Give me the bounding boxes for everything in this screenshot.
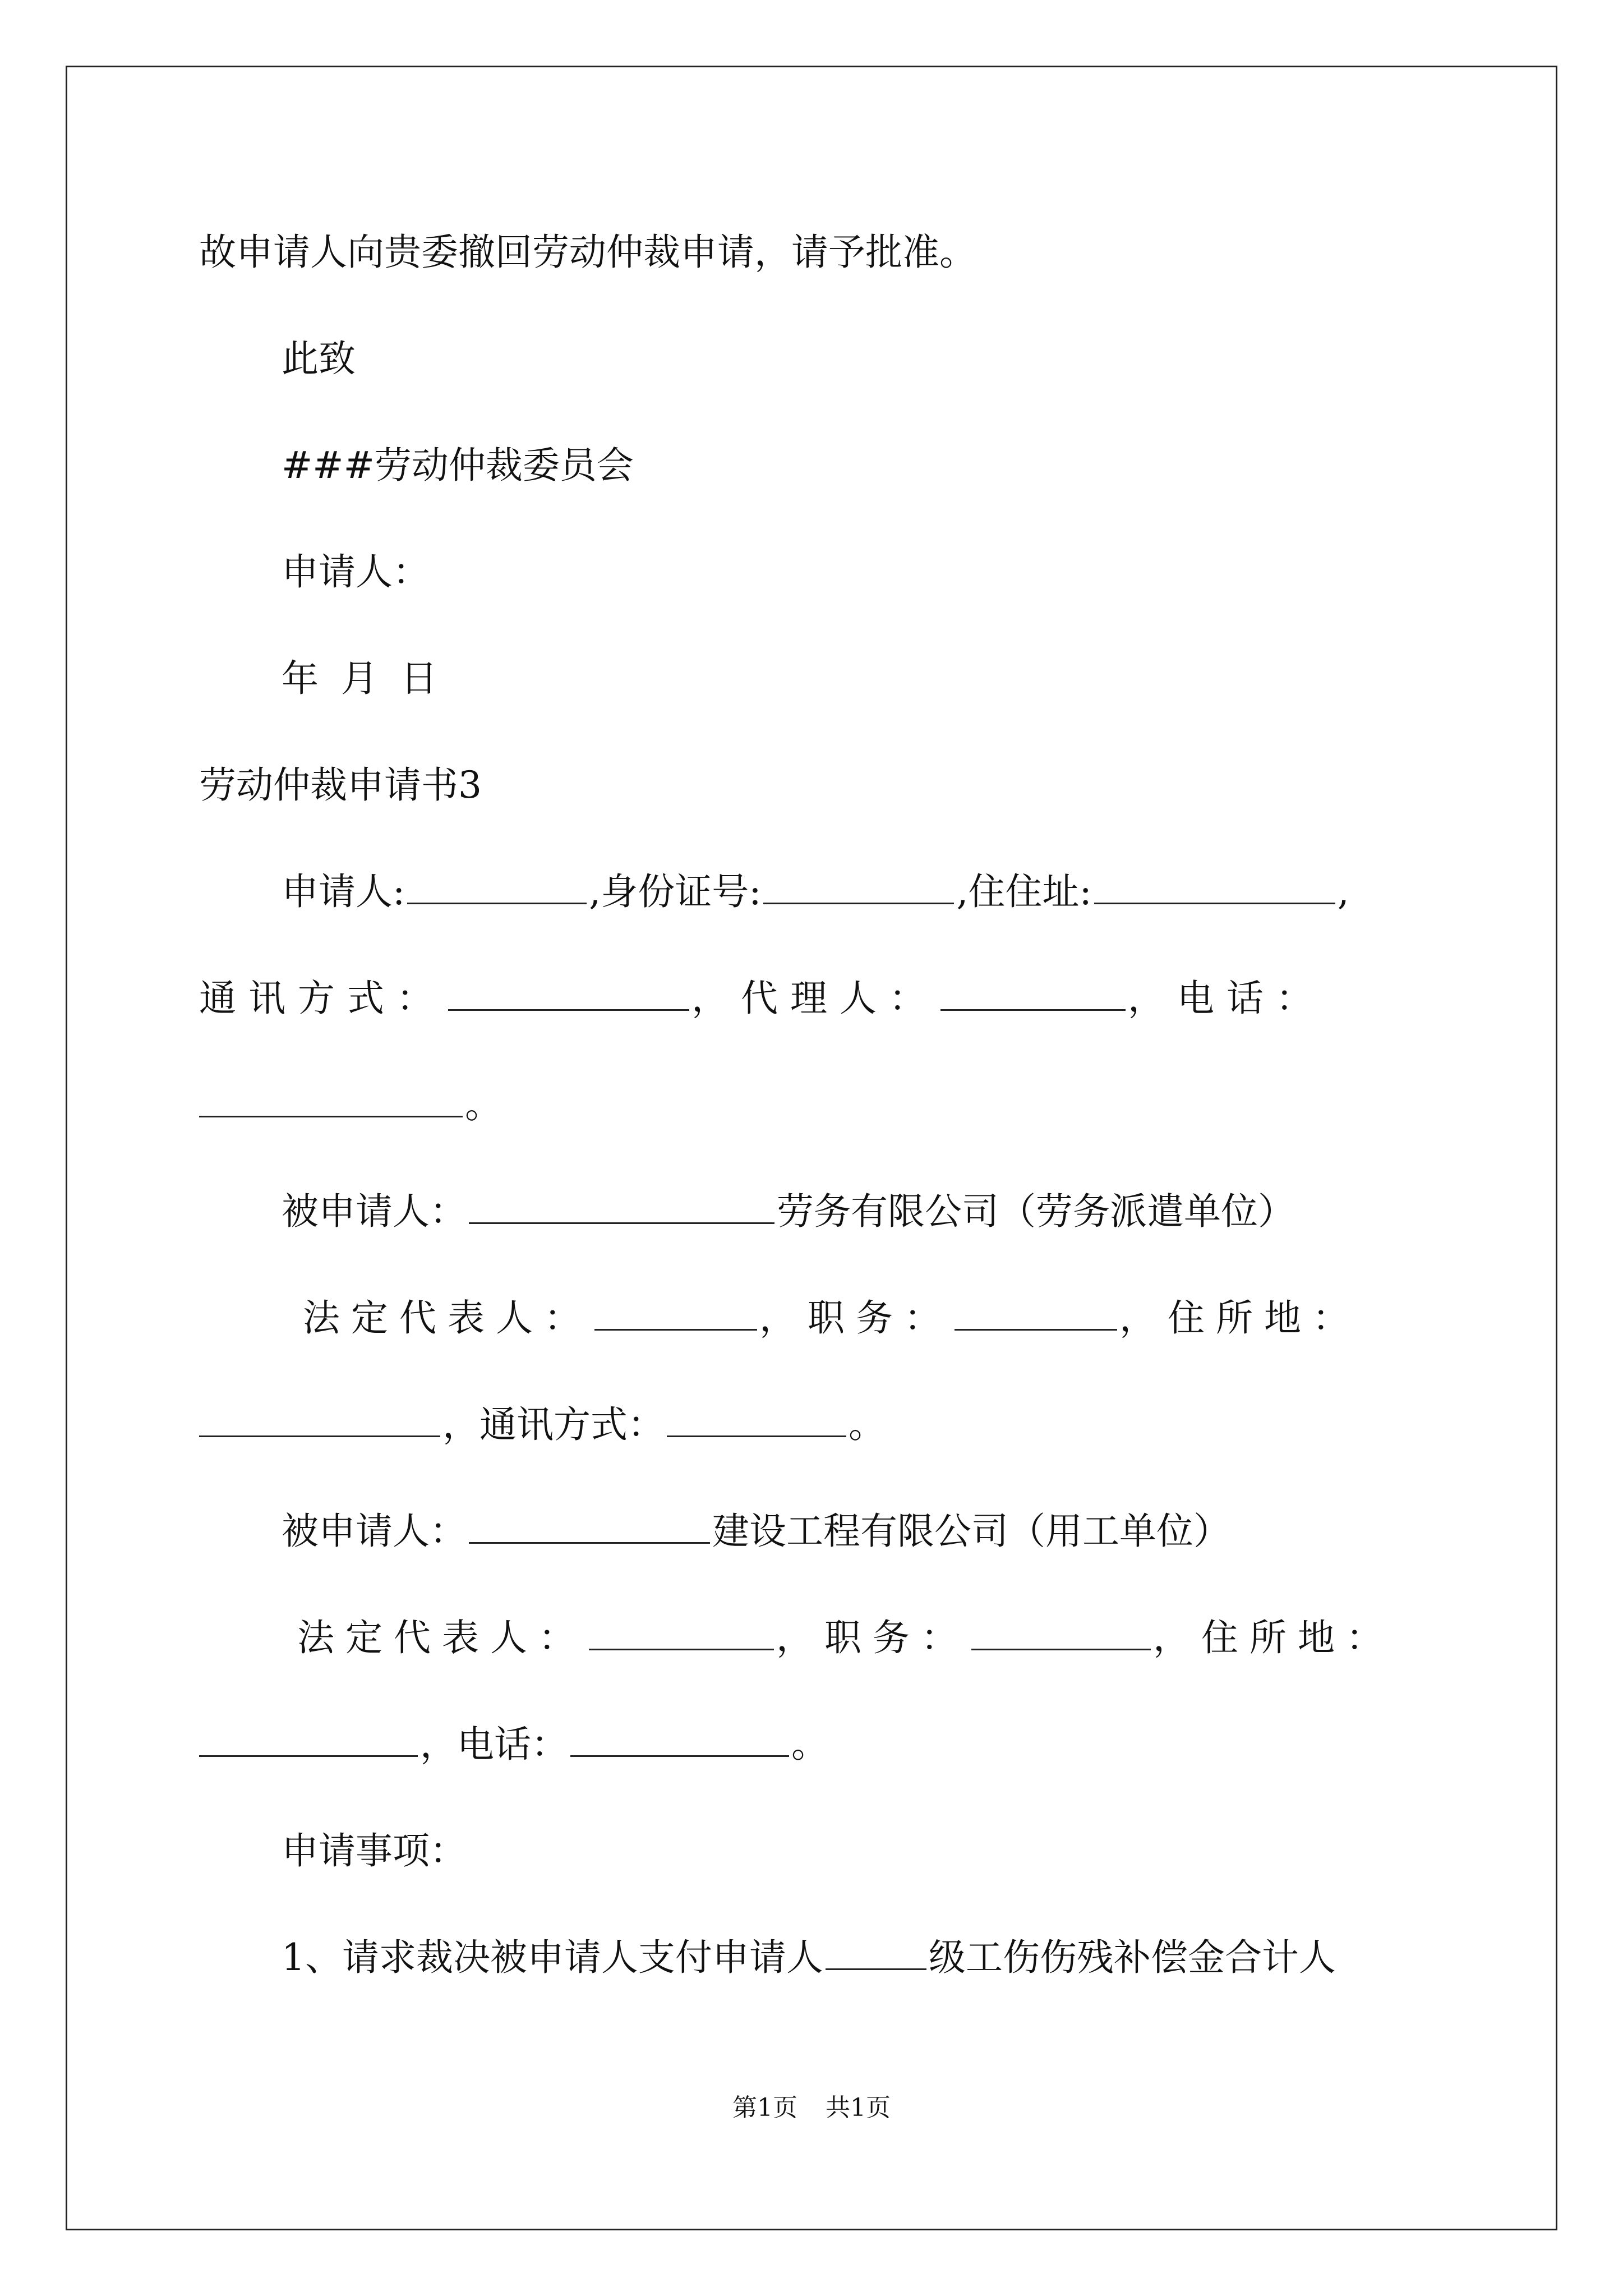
period: 。 (791, 1723, 828, 1766)
label-domicile: ，住所地： (1153, 1616, 1394, 1659)
label-address: ,住住址: (956, 870, 1092, 913)
blank-contact-method (667, 1403, 846, 1437)
blank-id (763, 870, 954, 904)
paragraph-applicant-info (282, 869, 1349, 914)
date-year: 年 (282, 657, 319, 700)
paragraph-claims-heading (282, 1829, 467, 1874)
claim-1-start: 1、请求裁决被申请人支付申请人 (282, 1936, 823, 1979)
label-legal-rep: 法定代表人： (297, 1616, 587, 1659)
blank-contact (448, 977, 689, 1011)
label-respondent: 被申请人： (282, 1510, 467, 1553)
blank-agent (940, 977, 1126, 1011)
footer-page-total: 共1页 (826, 2093, 891, 2122)
text: 劳动仲裁申请书3 (199, 763, 482, 807)
blank-domicile (199, 1723, 418, 1757)
label-respondent: 被申请人： (282, 1190, 467, 1233)
blank-legal-rep (589, 1616, 774, 1650)
blank-legal-rep (594, 1296, 757, 1331)
text: 故申请人向贵委撤回劳动仲裁申请，请予批准。 (199, 231, 976, 274)
paragraph-respondent-1-contact (199, 1402, 1430, 1447)
label-id: ,身份证号: (589, 870, 762, 913)
blank-position (955, 1296, 1117, 1331)
label-legal-rep: 法定代表人： (303, 1296, 592, 1340)
paragraph-withdrawal (199, 230, 1430, 275)
footer-page-number: 第1页 (732, 2093, 797, 2122)
paragraph-date (282, 656, 437, 701)
respondent-2-type: 建设工程有限公司（用工单位） (712, 1510, 1230, 1553)
label-agent: ，代理人： (691, 977, 938, 1020)
blank-phone (570, 1723, 789, 1757)
label-contact: 通讯方式： (199, 977, 446, 1020)
text: 此致 (282, 337, 356, 380)
text: 申请事项： (282, 1829, 467, 1872)
blank-disability-grade (826, 1936, 926, 1970)
comma: , (1337, 870, 1349, 913)
period: 。 (465, 1083, 502, 1126)
label-domicile: ，住所地： (1119, 1296, 1361, 1340)
blank-domicile (199, 1403, 440, 1437)
paragraph-claim-1 (282, 1935, 1336, 1980)
label-phone: ，电话： (420, 1723, 568, 1766)
paragraph-respondent-2-rep (297, 1616, 1394, 1660)
paragraph-applicant-sign (282, 550, 430, 595)
page-footer (0, 2092, 1623, 2124)
section-heading (199, 763, 1430, 808)
blank-phone (199, 1083, 463, 1117)
paragraph-respondent-2-phone (199, 1722, 1430, 1767)
label-position: ，职务： (776, 1616, 969, 1659)
date-month: 月 (341, 657, 378, 700)
paragraph-contact-agent (199, 976, 1430, 1021)
paragraph-respondent-1-rep (303, 1296, 1361, 1341)
paragraph-respondent-1 (282, 1189, 1295, 1234)
page-border (66, 66, 1557, 2230)
paragraph-recipient (282, 443, 634, 488)
label-position: ，职务： (759, 1296, 952, 1340)
blank-respondent-2 (469, 1510, 710, 1544)
blank-respondent-1 (469, 1190, 774, 1224)
label-phone: ，电话： (1128, 977, 1325, 1020)
label-contact-method: ，通讯方式： (442, 1403, 665, 1446)
text: 申请人： (282, 550, 430, 593)
blank-position (971, 1616, 1151, 1650)
period: 。 (849, 1403, 886, 1446)
label-applicant: 申请人: (282, 870, 405, 913)
text: ###劳动仲裁委员会 (282, 444, 634, 487)
date-day: 日 (400, 657, 437, 700)
paragraph-phone-blank (199, 1083, 1430, 1128)
blank-address (1094, 870, 1335, 904)
paragraph-salutation (282, 337, 356, 381)
claim-1-end: 级工伤伤残补偿金合计人 (929, 1936, 1336, 1979)
paragraph-respondent-2 (282, 1509, 1230, 1554)
blank-applicant (407, 870, 587, 904)
respondent-1-type: 劳务有限公司（劳务派遣单位） (777, 1190, 1295, 1233)
